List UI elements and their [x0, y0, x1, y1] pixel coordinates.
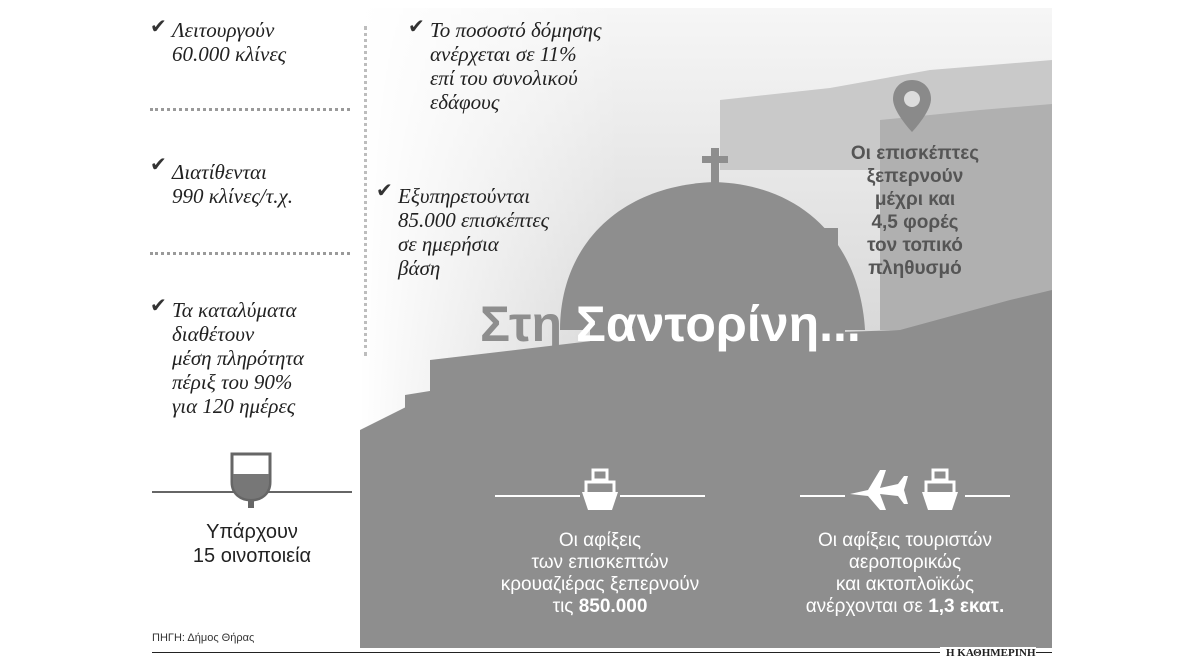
fact-building-rate: Το ποσοστό δόμησης ανέρχεται σε 11% επί του συνολικού εδάφους	[430, 18, 602, 114]
tourist-text-body: Οι αφίξεις τουριστών αεροπορικώς και ακτοπλοϊκώς ανέρχονται σε	[805, 530, 992, 617]
check-icon: ✔	[408, 14, 425, 38]
fact-occupancy: Τα καταλύματα διαθέτουν μέση πληρότητα πέριξ του 90% για 120 ημέρες	[172, 298, 304, 418]
fact-beds-per-sqkm: Διατίθενται 990 κλίνες/τ.χ.	[172, 160, 293, 208]
brand-label: Η ΚΑΘΗΜΕΡΙΝΗ	[940, 647, 1036, 659]
ship-icon	[920, 468, 960, 514]
tourist-text	[780, 530, 1030, 618]
source-label: ΠΗΓΗ: Δήμος Θήρας	[152, 632, 255, 644]
headline	[480, 296, 861, 352]
check-icon: ✔	[150, 293, 167, 317]
divider-dotted	[150, 108, 350, 111]
visitors-ratio-text: Οι επισκέπτες ξεπερνούν μέχρι και 4,5 φορές τον τοπικό πληθυσμό	[850, 143, 980, 279]
column-divider	[364, 26, 367, 356]
check-icon: ✔	[150, 152, 167, 176]
wineries-text: Υπάρχουν 15 οινοποιεία	[192, 521, 312, 567]
fact-beds-operating: Λειτουργούν 60.000 κλίνες	[172, 18, 287, 66]
location-pin-icon	[890, 78, 934, 134]
cruise-text-body: Οι αφίξεις των επισκεπτών κρουαζιέρας ξεπερνούν τις	[500, 530, 700, 617]
divider-dotted	[150, 252, 350, 255]
cruise-text	[470, 530, 730, 618]
airplane-icon	[846, 464, 908, 514]
wine-glass-icon	[226, 452, 276, 510]
headline-part1: Στη	[480, 296, 563, 352]
fact-daily-visitors: Εξυπηρετούνται 85.000 επισκέπτες σε ημερήσια βάση	[398, 184, 550, 280]
tourist-highlight: 1,3 εκατ.	[928, 596, 1005, 617]
cruise-line-right	[620, 495, 705, 497]
cruise-line-left	[495, 495, 580, 497]
cruise-highlight: 850.000	[578, 596, 648, 617]
headline-part2: Σαντορίνη...	[575, 296, 861, 352]
tourist-line-right	[965, 495, 1010, 497]
footer-rule	[152, 652, 1052, 653]
ship-icon	[580, 468, 620, 514]
tourist-line-left	[800, 495, 845, 497]
check-icon: ✔	[376, 178, 393, 202]
check-icon: ✔	[150, 14, 167, 38]
